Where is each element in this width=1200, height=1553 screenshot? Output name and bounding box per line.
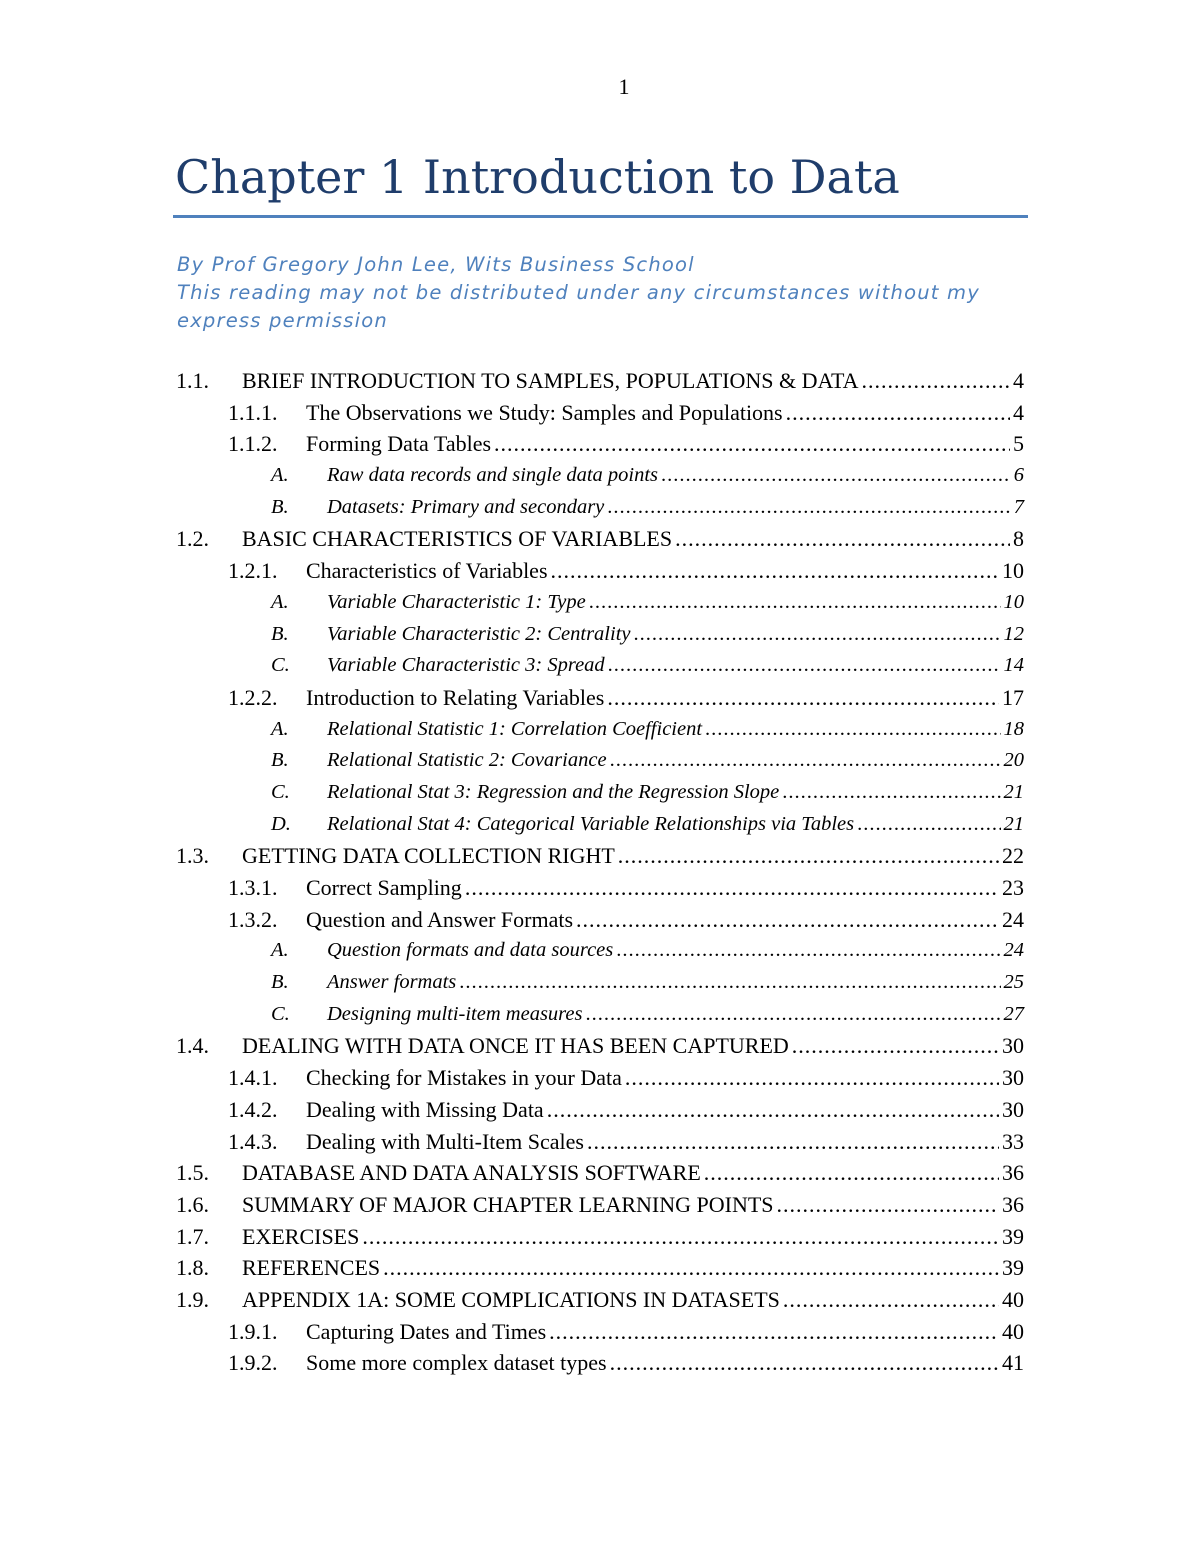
toc-entry[interactable] [176,1252,1024,1284]
toc-entry-title: Relational Statistic 1: Correlation Coefficient [327,717,703,740]
toc-entry-number: 1.1. [176,368,209,393]
toc-entry-title: Relational Stat 4: Categorical Variable Relationships via Tables [327,812,855,835]
toc-dot-leader [459,967,1000,999]
toc-entry-number: 1.8. [176,1255,209,1281]
toc-entry[interactable] [176,428,1024,460]
toc-entry-page: 14 [1003,654,1024,677]
toc-entry-page: 8 [1013,526,1024,552]
toc-entry-page: 4 [1013,399,1024,425]
toc-entry-number: 1.4. [176,1033,209,1059]
toc-entry-page: 24 [1003,939,1024,962]
toc-entry-title: SUMMARY OF MAJOR CHAPTER LEARNING POINTS [242,1191,774,1217]
toc-entry-page: 40 [1002,1318,1024,1344]
toc-entry-number: A. [271,464,289,487]
toc-entry-page: 22 [1002,843,1024,869]
toc-entry-page: 36 [1002,1191,1024,1217]
toc-dot-leader [618,840,999,872]
toc-entry-number: 1.2. [176,526,209,552]
toc-entry-page: 23 [1002,875,1024,900]
toc-entry-title: The Observations we Study: Samples and Populations [306,399,783,425]
toc-entry[interactable] [176,365,1024,397]
toc-entry[interactable] [176,777,1024,809]
toc-dot-leader [607,682,999,714]
toc-entry[interactable] [176,1157,1024,1189]
toc-entry-title: DEALING WITH DATA ONCE IT HAS BEEN CAPTURED [242,1033,789,1059]
toc-entry-title: Characteristics of Variables [306,558,548,584]
toc-entry[interactable] [176,1062,1024,1094]
toc-entry-number: B. [271,971,289,994]
toc-entry[interactable] [176,967,1024,999]
toc-entry-page: 7 [1013,495,1024,518]
toc-dot-leader [704,1157,999,1189]
toc-entry-number: C. [271,1002,290,1025]
toc-entry-page: 27 [1003,1002,1024,1025]
toc-entry-title: Some more complex dataset types [306,1350,607,1376]
toc-entry[interactable] [176,619,1024,651]
toc-dot-leader [625,1062,999,1094]
toc-entry-title: Checking for Mistakes in your Data [306,1065,622,1091]
toc-entry-page: 41 [1002,1350,1024,1376]
toc-entry-title: Relational Stat 3: Regression and the Regression Slope [327,780,780,803]
toc-entry-number: D. [271,812,291,835]
toc-entry-title: Forming Data Tables [306,431,492,457]
toc-dot-leader [383,1252,999,1284]
toc-entry-title: EXERCISES [242,1223,360,1249]
toc-dot-leader [607,492,1010,524]
toc-entry-title: Designing multi-item measures [327,1002,583,1025]
toc-dot-leader [494,428,1010,460]
toc-entry-page: 20 [1003,749,1024,772]
toc-entry-title: Variable Characteristic 1: Type [327,590,586,613]
toc-entry-number: 1.6. [176,1191,209,1217]
toc-entry-title: Dealing with Multi-Item Scales [306,1128,584,1154]
toc-entry[interactable] [176,714,1024,746]
toc-dot-leader [362,1221,999,1253]
toc-entry-title: Introduction to Relating Variables [306,684,605,710]
toc-dot-leader [608,650,1001,682]
toc-entry[interactable] [176,523,1024,555]
toc-dot-leader [616,935,1000,967]
toc-entry-page: 17 [1002,684,1024,710]
toc-dot-leader [587,1126,999,1158]
toc-entry-title: Question and Answer Formats [306,906,574,932]
toc-entry[interactable] [176,397,1024,429]
toc-entry-number: 1.1.2. [228,431,278,457]
toc-entry[interactable] [176,460,1024,492]
page-number: 1 [618,74,630,99]
toc-entry-page: 40 [1002,1286,1024,1312]
toc-dot-leader [610,745,1001,777]
toc-dot-leader [610,1347,999,1379]
toc-entry[interactable] [176,872,1024,904]
toc-entry-title: REFERENCES [242,1255,381,1281]
chapter-title: Chapter 1 Introduction to Data [175,150,900,204]
toc-entry-page: 33 [1002,1128,1024,1154]
toc-entry-page: 5 [1013,431,1024,457]
toc-entry-number: C. [271,654,290,677]
toc-entry-number: A. [271,717,289,740]
toc-dot-leader [589,587,1001,619]
toc-entry[interactable] [176,809,1024,841]
toc-entry-page: 10 [1003,590,1024,613]
table-of-contents [176,365,1024,1379]
toc-entry-page: 18 [1003,717,1024,740]
toc-entry[interactable] [176,1347,1024,1379]
toc-entry-title: GETTING DATA COLLECTION RIGHT [242,843,615,869]
toc-dot-leader [549,1316,999,1348]
toc-entry-number: 1.9. [176,1286,209,1312]
toc-dot-leader [705,714,1000,746]
toc-entry-number: 1.4.2. [228,1096,278,1122]
toc-entry-page: 39 [1002,1223,1024,1249]
toc-dot-leader [634,619,1001,651]
toc-entry-number: 1.4.1. [228,1065,278,1091]
toc-entry-number: A. [271,590,289,613]
toc-dot-leader [551,555,999,587]
toc-entry-number: B. [271,495,289,518]
toc-dot-leader [782,777,1000,809]
toc-entry[interactable] [176,1221,1024,1253]
toc-entry-title: Question formats and data sources [327,939,614,962]
toc-entry-page: 21 [1003,812,1024,835]
toc-entry-title: Datasets: Primary and secondary [327,495,605,518]
toc-entry-number: 1.5. [176,1160,209,1186]
toc-entry-number: A. [271,939,289,962]
toc-dot-leader [777,1189,999,1221]
toc-entry-page: 24 [1002,906,1024,932]
toc-entry-page: 4 [1013,368,1024,393]
toc-dot-leader [465,872,999,904]
toc-entry-page: 12 [1003,622,1024,645]
toc-dot-leader [792,1030,999,1062]
toc-entry[interactable] [176,1316,1024,1348]
toc-dot-leader [661,460,1011,492]
toc-entry-page: 39 [1002,1255,1024,1281]
toc-entry[interactable] [176,1284,1024,1316]
toc-entry[interactable] [176,1189,1024,1221]
toc-dot-leader [576,904,999,936]
distribution-notice: This reading may not be distributed under any circumstances without my express permission [177,281,980,332]
toc-entry-number: 1.7. [176,1223,209,1249]
toc-entry-title: Variable Characteristic 2: Centrality [327,622,631,645]
toc-entry-number: C. [271,780,290,803]
toc-dot-leader [547,1094,999,1126]
toc-entry-page: 30 [1002,1096,1024,1122]
byline [177,251,1027,335]
toc-entry-title: Raw data records and single data points [327,464,659,487]
toc-entry-title: DATABASE AND DATA ANALYSIS SOFTWARE [242,1160,701,1186]
toc-entry-number: B. [271,622,289,645]
toc-dot-leader [857,809,1000,841]
toc-entry-number: 1.2.1. [228,558,278,584]
toc-entry-number: 1.3. [176,843,209,869]
toc-entry[interactable] [176,999,1024,1031]
toc-entry-page: 6 [1013,464,1024,487]
toc-entry-number: 1.2.2. [228,684,278,710]
toc-entry[interactable] [176,555,1024,587]
toc-entry-title: BRIEF INTRODUCTION TO SAMPLES, POPULATIONS & DATA [242,368,859,393]
toc-entry-number: 1.9.2. [228,1350,278,1376]
toc-entry-page: 36 [1002,1160,1024,1186]
toc-entry-page: 10 [1002,558,1024,584]
toc-entry-title: Variable Characteristic 3: Spread [327,654,605,677]
toc-entry[interactable] [176,904,1024,936]
toc-entry-title: Correct Sampling [306,875,462,900]
toc-dot-leader [862,365,1010,397]
toc-entry-number: 1.9.1. [228,1318,278,1344]
toc-entry[interactable] [176,492,1024,524]
toc-dot-leader [675,523,1010,555]
toc-dot-leader [786,397,1010,429]
toc-entry[interactable] [176,1030,1024,1062]
toc-entry-number: 1.4.3. [228,1128,278,1154]
toc-entry[interactable] [176,745,1024,777]
toc-entry-number: 1.3.2. [228,906,278,932]
author-line: By Prof Gregory John Lee, Wits Business School [177,253,695,276]
toc-entry-title: BASIC CHARACTERISTICS OF VARIABLES [242,526,673,552]
toc-entry-title: Capturing Dates and Times [306,1318,547,1344]
toc-entry-number: 1.1.1. [228,399,278,425]
toc-entry[interactable] [176,1094,1024,1126]
title-divider [173,215,1028,218]
toc-entry[interactable] [176,935,1024,967]
toc-entry[interactable] [176,1126,1024,1158]
toc-entry-number: 1.3.1. [228,875,278,900]
toc-entry-title: Dealing with Missing Data [306,1096,544,1122]
toc-entry-title: APPENDIX 1A: SOME COMPLICATIONS IN DATASETS [242,1286,780,1312]
toc-entry-page: 21 [1003,780,1024,803]
toc-entry[interactable] [176,682,1024,714]
toc-entry-page: 30 [1002,1065,1024,1091]
toc-entry-page: 30 [1002,1033,1024,1059]
toc-entry-title: Answer formats [327,971,457,994]
toc-entry[interactable] [176,650,1024,682]
toc-entry-title: Relational Statistic 2: Covariance [327,749,607,772]
toc-dot-leader [585,999,1000,1031]
toc-entry[interactable] [176,840,1024,872]
toc-entry-number: B. [271,749,289,772]
toc-entry[interactable] [176,587,1024,619]
toc-dot-leader [783,1284,999,1316]
toc-entry-page: 25 [1003,971,1024,994]
